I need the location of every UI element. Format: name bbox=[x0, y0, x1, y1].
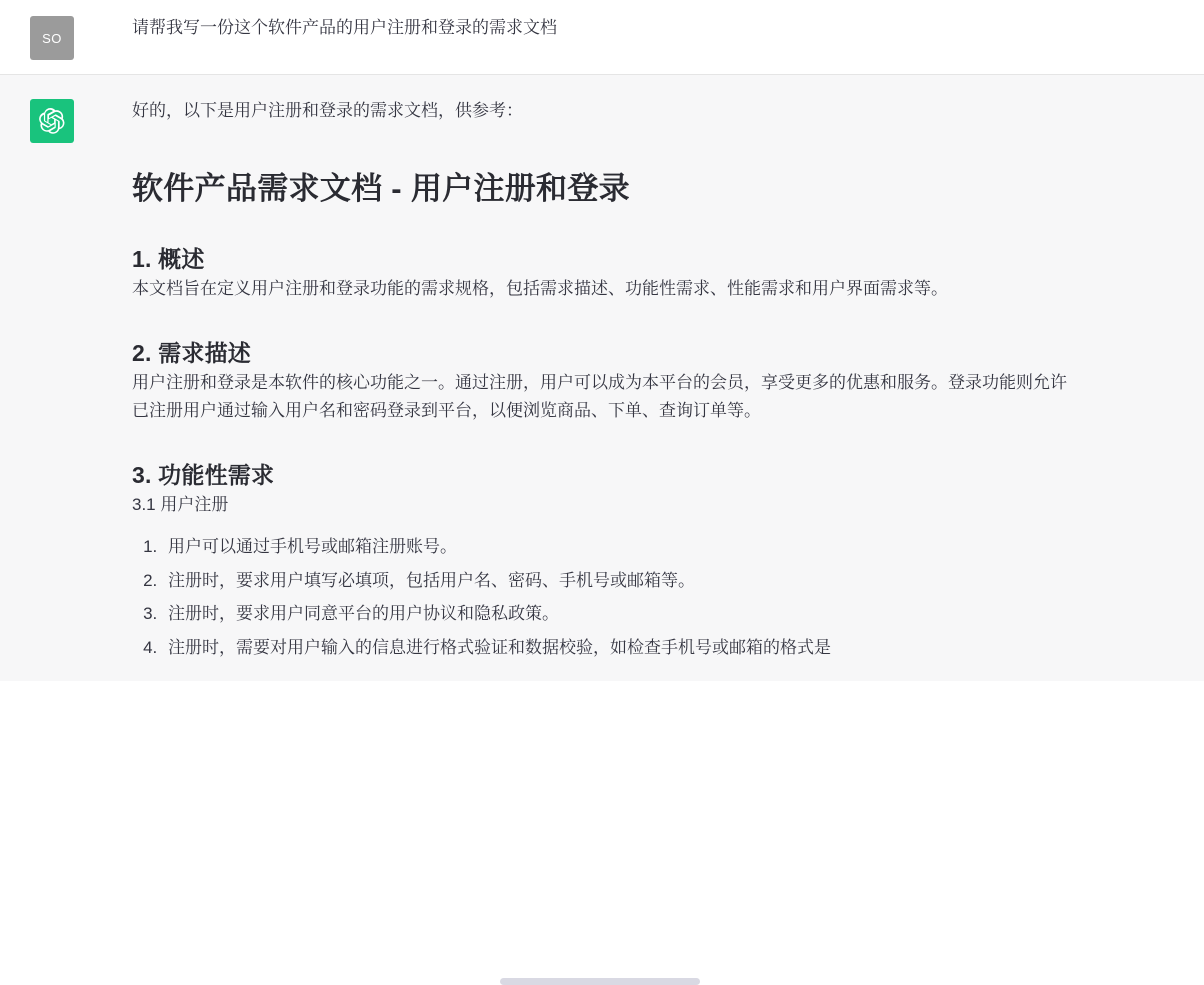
section-heading-overview: 1. 概述 bbox=[132, 246, 205, 273]
assistant-intro-text: 好的，以下是用户注册和登录的需求文档，供参考： bbox=[132, 101, 523, 120]
openai-logo-icon bbox=[30, 99, 74, 143]
assistant-turn-inner bbox=[0, 75, 1204, 681]
list-item: 2. 注册时，要求用户填写必填项，包括用户名、密码、手机号或邮箱等。 bbox=[162, 567, 1074, 595]
user-avatar bbox=[30, 16, 74, 60]
scroll-indicator[interactable] bbox=[500, 978, 700, 985]
section-heading-functional: 3. 功能性需求 bbox=[132, 462, 275, 489]
document-title: 软件产品需求文档 - 用户注册和登录 bbox=[132, 171, 630, 207]
subsection-heading-registration: 3.1 用户注册 bbox=[132, 495, 229, 515]
list-item: 1. 用户可以通过手机号或邮箱注册账号。 bbox=[162, 533, 1074, 561]
section-heading-requirements: 2. 需求描述 bbox=[132, 340, 251, 367]
assistant-message-body bbox=[132, 97, 1174, 667]
user-message-text: 请帮我写一份这个软件产品的用户注册和登录的需求文档 bbox=[132, 18, 557, 37]
user-avatar-initials: SO bbox=[42, 30, 62, 46]
user-turn bbox=[0, 0, 1204, 75]
list-item: 3. 注册时，要求用户同意平台的用户协议和隐私政策。 bbox=[162, 600, 1074, 628]
assistant-turn bbox=[0, 75, 1204, 681]
section-paragraph-overview: 本文档旨在定义用户注册和登录功能的需求规格，包括需求描述、功能性需求、性能需求和用户界面需求等。 bbox=[132, 279, 948, 299]
list-item: 4. 注册时，需要对用户输入的信息进行格式验证和数据校验，如检查手机号或邮箱的格式是 bbox=[162, 634, 1074, 662]
registration-requirements-list bbox=[132, 533, 1074, 661]
section-paragraph-requirements: 用户注册和登录是本软件的核心功能之一。通过注册，用户可以成为本平台的会员，享受更多的优惠和服务。登录功能则允许已注册用户通过输入用户名和密码登录到平台，以便浏览商品、下单、查询订单等。 bbox=[132, 373, 1067, 421]
user-turn-inner bbox=[0, 0, 1204, 74]
user-message-body bbox=[132, 14, 1174, 42]
